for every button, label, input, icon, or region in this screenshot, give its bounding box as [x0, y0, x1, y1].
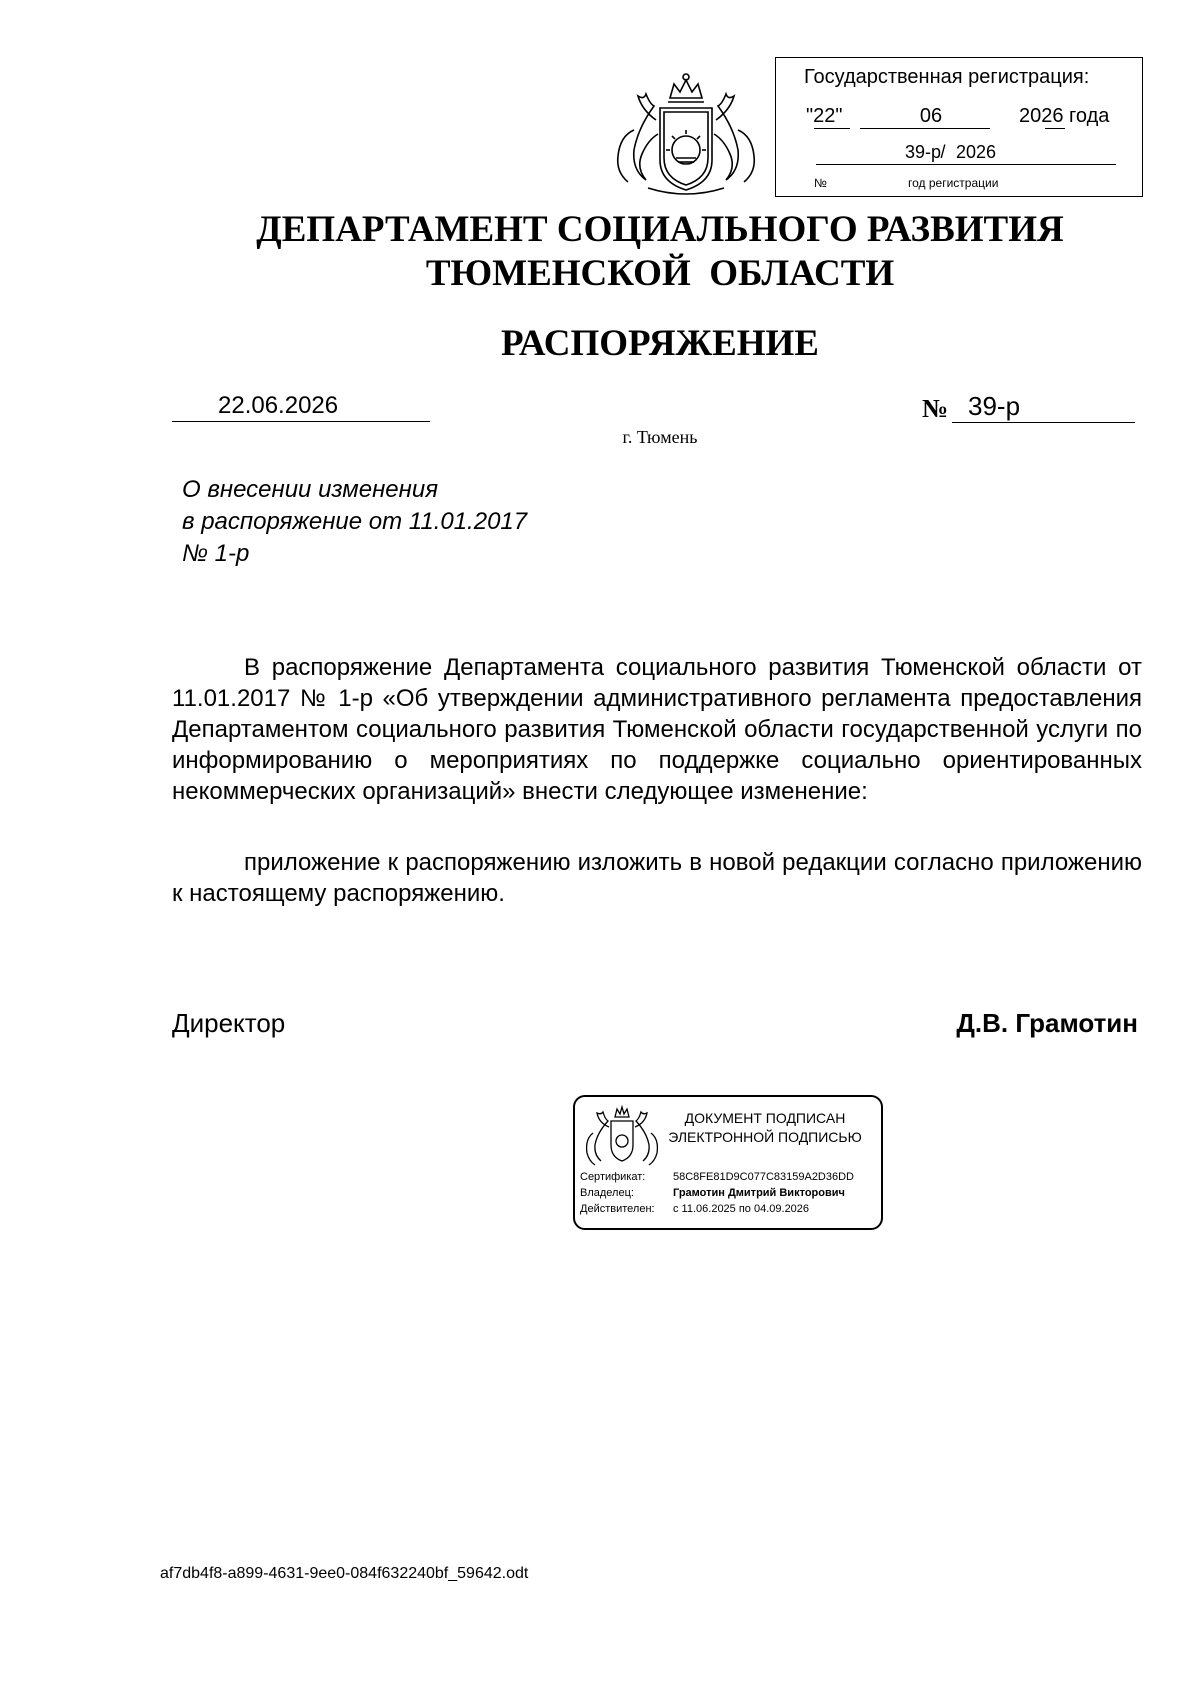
registration-month: 06 [919, 105, 943, 127]
document-subject [182, 474, 527, 570]
registration-month-underline [860, 128, 990, 129]
document-date-underline [172, 421, 430, 422]
document-city: г. Тюмень [622, 427, 698, 447]
registration-year: 2026 года [1019, 105, 1110, 127]
coat-of-arms-icon [598, 70, 773, 200]
document-number-sign: № [922, 394, 949, 423]
department-name-line1: ДЕПАРТАМЕНТ СОЦИАЛЬНОГО РАЗВИТИЯ [256, 209, 1064, 250]
stamp-values [673, 1169, 854, 1217]
stamp-valid-label: Действителен: [580, 1203, 655, 1215]
document-date: 22.06.2026 [218, 392, 339, 419]
body-paragraph-1: В распоряжение Департамента социального развития Тюменской области от 11.01.2017 № 1-р «Об утверждении административного регламента предоставления Департаментом социального развития Тюменской области государственной услуги по информированию о мероприятиях по поддержке социально ориентированных некоммерческих организаций» внести следующее изменение: [172, 654, 1142, 805]
stamp-labels [580, 1169, 655, 1217]
registration-slash: / [940, 142, 946, 162]
stamp-certificate: 58C8FE81D9C077C83159A2D36DD [673, 1171, 855, 1183]
registration-day-underline [814, 128, 850, 129]
registration-title: Государственная регистрация: [804, 66, 1090, 88]
e-signature-stamp [573, 1095, 883, 1230]
document-number: 39-р [968, 391, 1021, 421]
signatory-title: Директор [172, 1008, 286, 1038]
registration-reg-year: 2026 [956, 142, 997, 162]
registration-year-underline [1045, 128, 1065, 129]
document-number-underline [952, 422, 1135, 423]
registration-day: "22" [806, 105, 843, 127]
stamp-certificate-label: Сертификат: [580, 1171, 646, 1183]
stamp-title-line2: ЭЛЕКТРОННОЙ ПОДПИСЬЮ [668, 1129, 862, 1145]
stamp-title [655, 1109, 875, 1147]
registration-number: 39-р [904, 142, 941, 162]
department-name [0, 208, 1200, 296]
stamp-valid: с 11.06.2025 по 04.09.2026 [673, 1203, 810, 1215]
registration-number-underline [816, 164, 1116, 165]
stamp-owner: Грамотин Дмитрий Викторович [673, 1187, 845, 1199]
stamp-owner-label: Владелец: [580, 1187, 634, 1199]
department-name-line2: ТЮМЕНСКОЙ ОБЛАСТИ [425, 253, 895, 294]
document-type-title: РАСПОРЯЖЕНИЕ [500, 323, 819, 364]
body-paragraph-2: приложение к распоряжению изложить в новой редакции согласно приложению к настоящему распоряжению. [172, 849, 1142, 907]
stamp-coat-of-arms-icon [583, 1103, 661, 1169]
registration-box [775, 57, 1143, 197]
registration-year-label: год регистрации [908, 176, 999, 190]
subject-line3: № 1-р [182, 540, 250, 567]
registration-number-label: № [814, 176, 827, 190]
subject-line2: в распоряжение от 11.01.2017 [182, 508, 528, 535]
subject-line1: О внесении изменения [182, 476, 439, 503]
footer-file-name: af7db4f8-a899-4631-9ee0-084f632240bf_59642.odt [160, 1565, 529, 1582]
stamp-title-line1: ДОКУМЕНТ ПОДПИСАН [684, 1110, 846, 1126]
signatory-name: Д.В. Грамотин [956, 1008, 1138, 1038]
